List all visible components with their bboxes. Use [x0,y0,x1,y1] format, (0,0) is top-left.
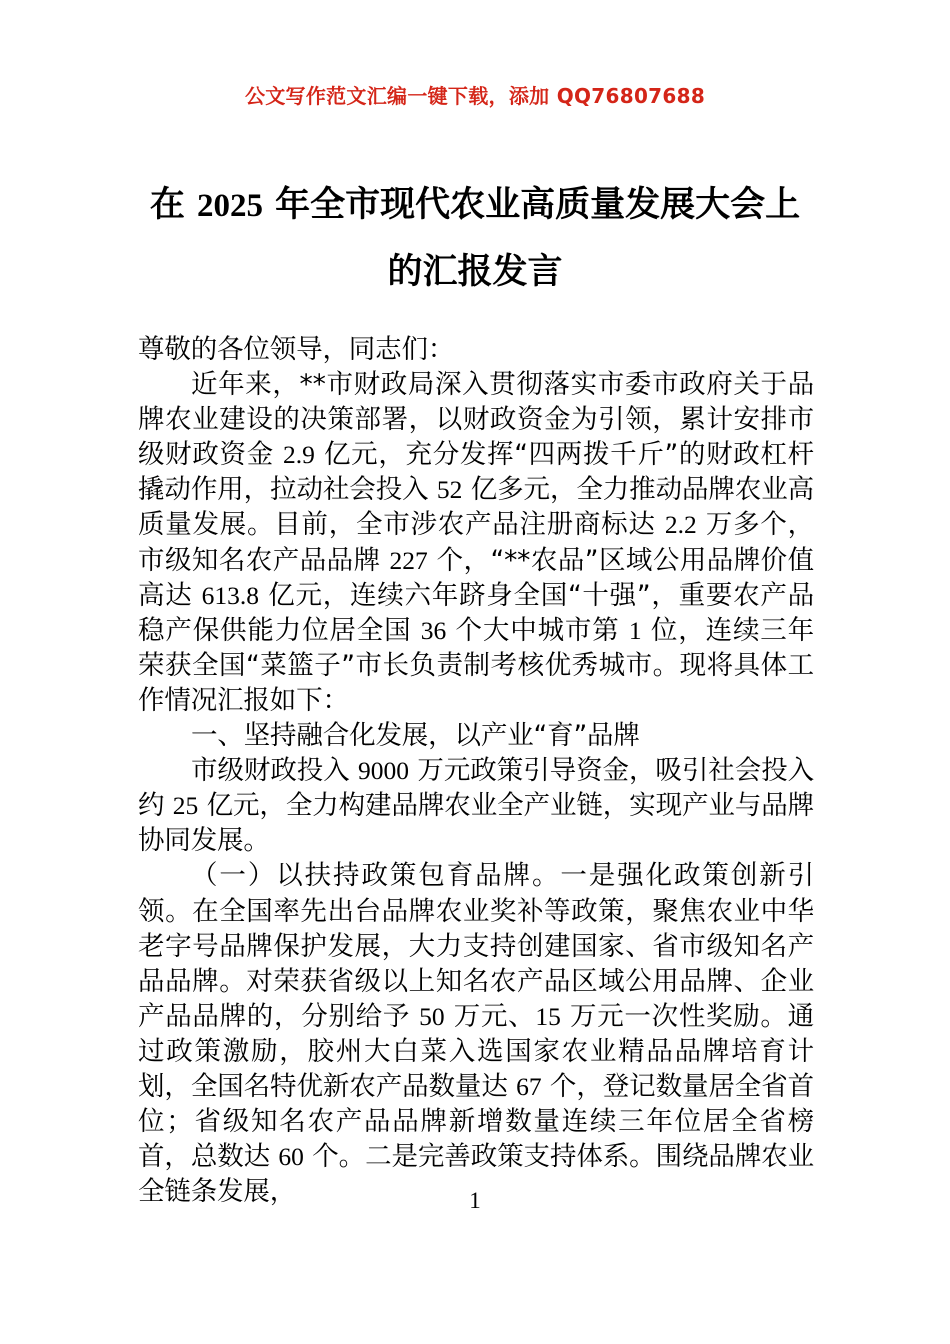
paragraph-section-one-heading: 一、坚持融合化发展，以产业“育”品牌 [191,720,640,752]
paragraph-subsection-one: （一）以扶持政策包育品牌。一是强化政策创新引领。在全国率先出台品牌农业奖补等政策，聚焦农业中华老字号品牌保护发展，大力支持创建国家、省市级知名产品品牌。对荣获省级以上知名农产品区域公用品牌、企业产品品牌的，分别给予 50 万元、15 万元一次性奖励。通过政策激励，胶州大白菜入选国家农业精品品牌培育计划，全国名特优新农产品数量达 67 个，登记数量居全省首位；省级知名农产品品牌新增数量连续三年位居全省榜首，总数达 60 个。二是完善政策支持体系。围绕品牌农业全链条发展， [138,860,814,1208]
page-number-footer: 1 [469,1188,481,1213]
paragraph-salutation: 尊敬的各位领导，同志们： [138,334,455,365]
page-title-line-2: 的汇报发言 [387,252,563,292]
document-body [138,332,814,1209]
paragraph-section-one-intro: 市级财政投入 9000 万元政策引导资金，吸引社会投入约 25 亿元，全力构建品牌农业全产业链，实现产业与品牌协同发展。 [138,755,814,857]
page-title [138,172,812,305]
paragraph-opening-summary: 近年来，**市财政局深入贯彻落实市委市政府关于品牌农业建设的决策部署，以财政资金为引领，累计安排市级财政资金 2.9 亿元，充分发挥“四两拨千斤”的财政杠杆撬动作用，拉动社会投入 52 亿多元，全力推动品牌农业高质量发展。目前，全市涉农产品注册商标达 2.2 万多个，市级知名农产品品牌 227 个，“**农品”区域公用品牌价值高达 613.8 亿元，连续六年跻身全国“十强”，重要农产品稳产保供能力位居全国 36 个大中城市第 1 位，连续三年荣获全国“菜篮子”市长负责制考核优秀城市。现将具体工作情况汇报如下： [138,369,815,716]
page-title-line-1: 在 2025 年全市现代农业高质量发展大会上 [149,185,801,225]
promo-header-banner: 公文写作范文汇编一键下载，添加 QQ76807688 [244,84,706,108]
